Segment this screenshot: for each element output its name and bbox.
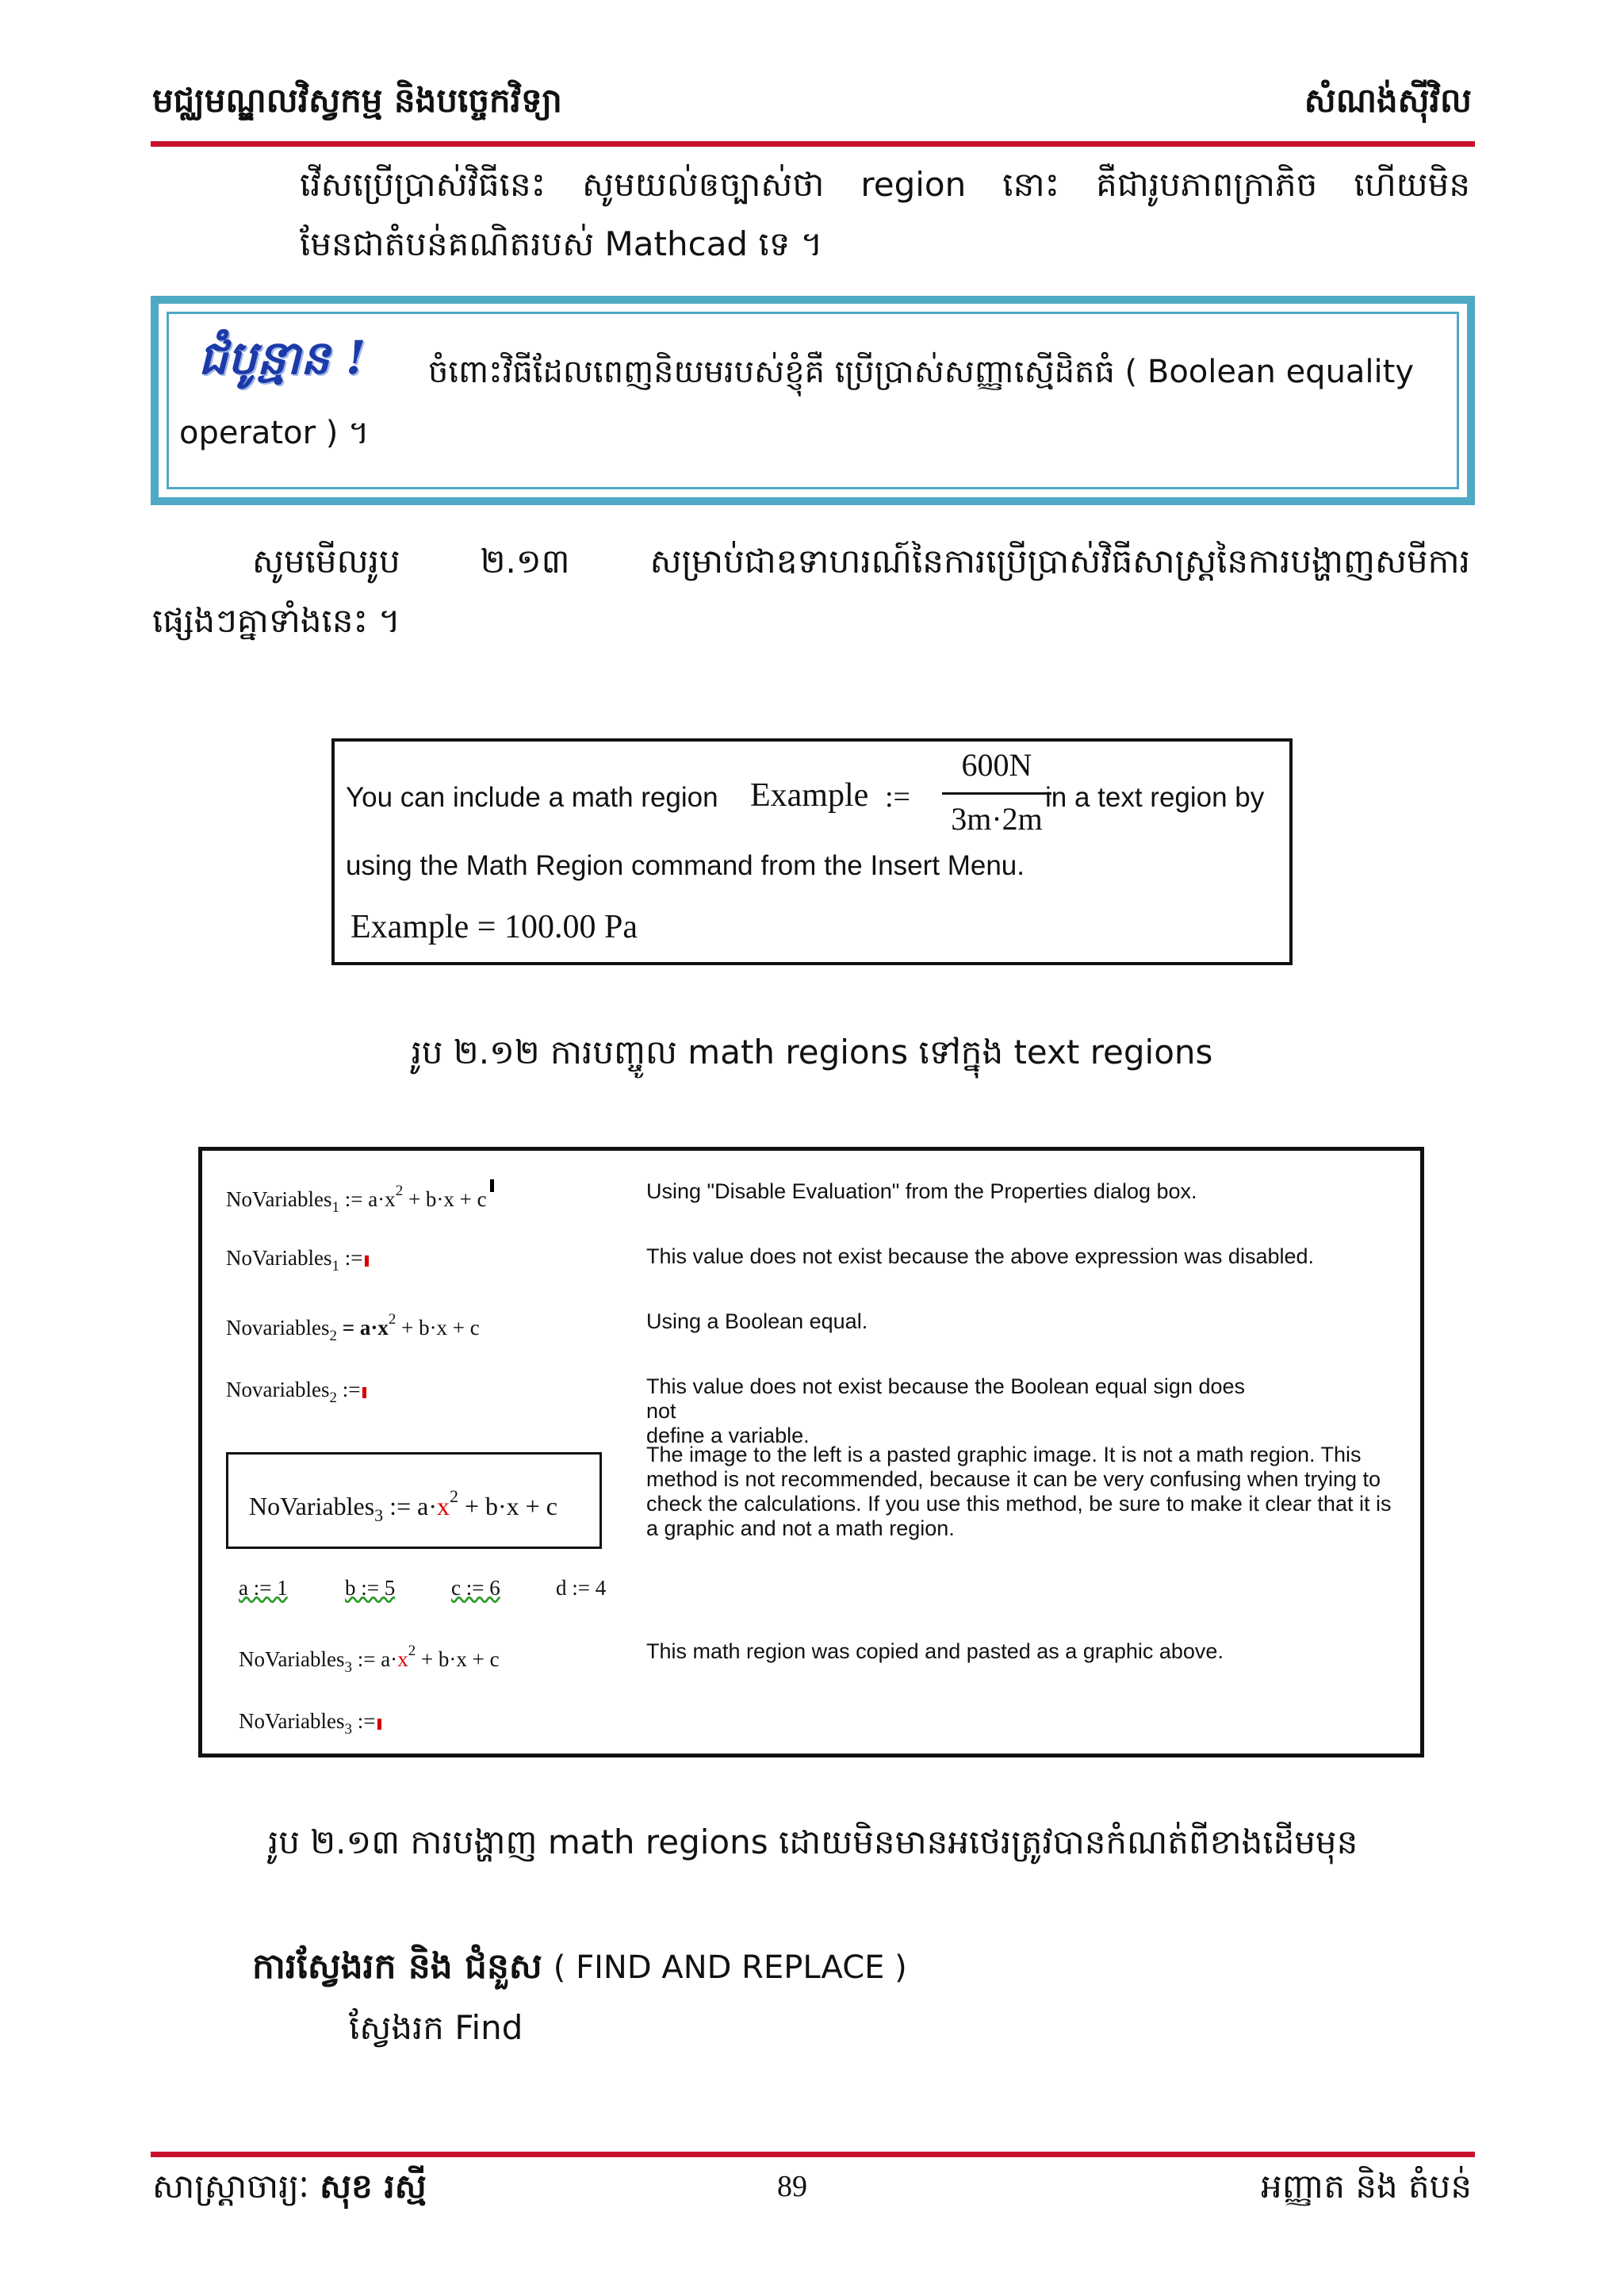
fig2-row6-math: NoVariables$_3$ :=	[239, 1709, 381, 1738]
fig2-row3-math: Novariables$_2$ = $a\cdot x^2 + b\cdot x + c$	[226, 1311, 480, 1344]
tip-title: ជំបូន្មាន !	[198, 331, 366, 385]
fig2-disabled-marker	[490, 1179, 494, 1192]
fig2-graphic-note: The image to the left is a pasted graphic image. It is not a math region. This method is not recommended, because it can be very confusing when trying to check the calculations. If you use this method, be sure to make it clear that it is a graphic and not a math region.	[646, 1443, 1392, 1540]
footer-topic: អញ្ញាត និង តំបន់	[1261, 2167, 1472, 2206]
fig1-numerator: 600N	[961, 747, 1032, 783]
fig1-math-name: Example	[750, 777, 869, 814]
fig1-text-before: You can include a math region	[346, 782, 718, 813]
fig2-row5-note: This math region was copied and pasted as a graphic above.	[646, 1639, 1224, 1663]
fig1-text-after: in a text region by	[1045, 782, 1265, 813]
fig2-def-c: c := 6	[451, 1576, 500, 1600]
header-left-title: មជ្ឈមណ្ឌលវិស្វកម្ម និងបច្ចេកវិទ្យា	[152, 81, 562, 120]
fig1-line-2: using the Math Region command from the Insert Menu.	[346, 850, 1025, 881]
fig2-row2-note: This value does not exist because the above expression was disabled.	[646, 1244, 1315, 1268]
fig1-assign: :=	[885, 780, 910, 814]
fig2-row1-math: NoVariables$_1$ := $a\cdot x^2 + b\cdot x + c$	[226, 1179, 494, 1217]
fig2-def-b: b := 5	[345, 1576, 396, 1600]
para2-line-2: ផ្សេងៗគ្នាទាំងនេះ ។	[152, 601, 400, 640]
fig2-def-a: a := 1	[239, 1576, 288, 1600]
section-heading: ការស្វែងរក និង ជំនួស ( FIND AND REPLACE )	[252, 1946, 907, 1987]
header-rule	[151, 141, 1475, 147]
fig1-fraction-bar	[942, 792, 1051, 795]
figure-math-regions-undefined	[198, 1147, 1424, 1757]
figure-caption-2: រូប ២.១៣ ការបង្ហាញ math regions ដោយមិនមានអថេរត្រូវបានកំណត់ពីខាងដើមមុន	[268, 1823, 1358, 1861]
fig2-row4-note-2: not	[646, 1399, 676, 1423]
fig2-def-d: d := 4	[556, 1576, 607, 1600]
fig2-row4-note-3: define a variable.	[646, 1424, 810, 1447]
fig1-result: Example = 100.00 Pa	[350, 909, 638, 945]
fig1-denominator: 3m·2m	[951, 801, 1043, 837]
subsection-find: ស្វែងរក Find	[349, 2008, 523, 2047]
footer-rule	[151, 2152, 1475, 2157]
fig2-row4-note: This value does not exist because the Boolean equal sign does	[646, 1374, 1246, 1398]
tip-text-line-2: operator ) ។	[179, 415, 370, 451]
figure-math-in-text-region	[331, 738, 1293, 965]
fig2-row5-math: NoVariables$_3$ := $a\cdot x^2 + b\cdot x + c$	[239, 1642, 500, 1676]
intro-line-2: មែនជាតំបន់គណិតរបស់ Mathcad ទេ ។	[300, 224, 823, 263]
figure-caption-1: រូប ២.១២ ការបញ្ចូល math regions ទៅក្នុង text regions	[411, 1033, 1213, 1071]
intro-line-1: វើសប្រើប្រាស់វិធីនេះ សូមយល់ឲច្បាស់ថា region នោះ គឺជារូបភាពក្រាភិច ហើយមិន	[300, 165, 1470, 204]
page-number: 89	[777, 2170, 807, 2203]
para2-line-1: សូមមើលរូប ២.១៣ សម្រាប់ជាឧទាហរណ៍នៃការប្រើប្រាស់វិធីសាស្រ្តនៃការបង្ហាញសមីការ	[252, 542, 1470, 581]
fig2-row2-math: NoVariables$_1$ :=	[226, 1246, 369, 1275]
fig2-pasted-graphic	[226, 1452, 602, 1549]
fig2-row1-note: Using "Disable Evaluation" from the Properties dialog box.	[646, 1179, 1197, 1203]
tip-box	[151, 296, 1475, 505]
tip-text-line-1: ចំពោះវិធីដែលពេញនិយមរបស់ខ្ញុំគឺ ប្រើប្រាស់សញ្ញាស្មើដិតធំ ( Boolean equality	[428, 354, 1415, 390]
fig2-graphic-math: NoVariables$_3$ := $a\cdot x^2 + b\cdot x + c$	[249, 1486, 557, 1525]
header-right-title: សំណង់ស៊ីវិល	[1304, 81, 1472, 120]
footer-author: សាស្ត្រាចារ្យៈ សុខ រស្មី	[152, 2167, 427, 2206]
fig2-row4-math: Novariables$_2$ :=	[226, 1378, 366, 1407]
fig2-row3-note: Using a Boolean equal.	[646, 1309, 868, 1333]
